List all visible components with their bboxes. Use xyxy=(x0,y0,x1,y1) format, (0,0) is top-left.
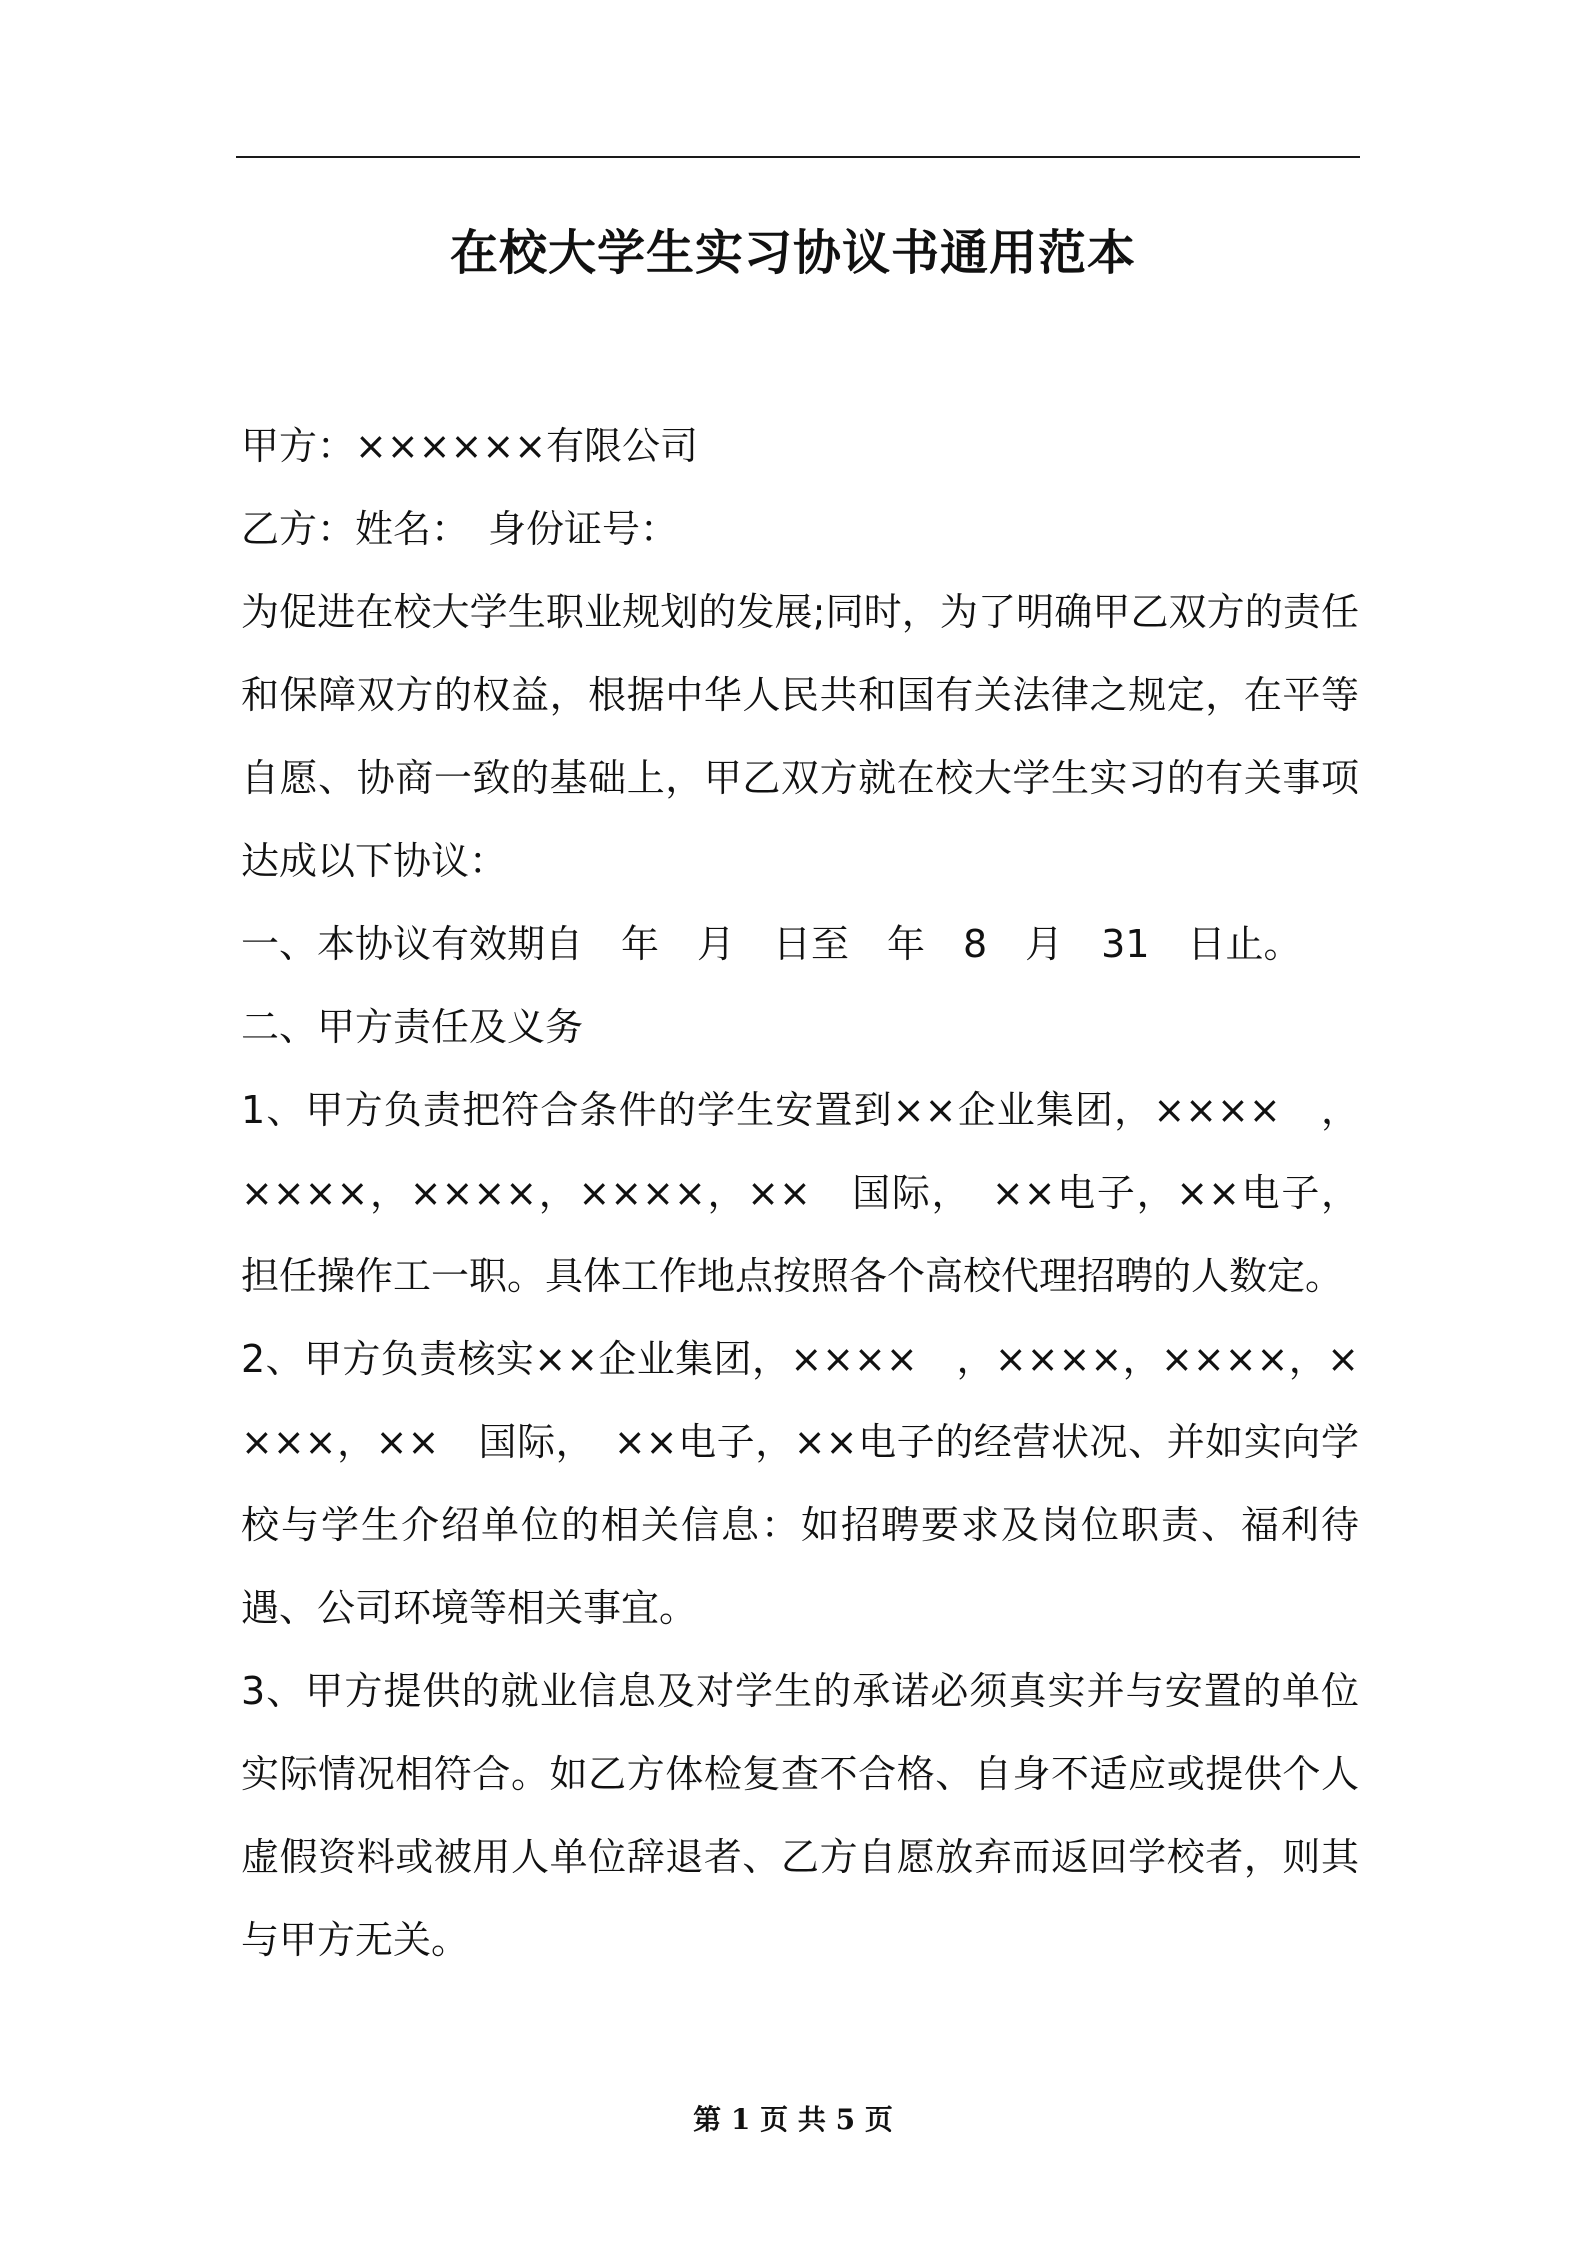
page-footer: 第 1 页 共 5 页 xyxy=(693,2103,893,2136)
preamble-paragraph: 为促进在校大学生职业规划的发展;同时，为了明确甲乙双方的责任和保障双方的权益，根据中华人民共和国有关法律之规定，在平等自愿、协商一致的基础上，甲乙双方就在校大学生实习的有关事项达成以下协议： xyxy=(241,590,1359,883)
clause-1-validity: 一、本协议有效期自 年 月 日至 年 8 月 31 日止。 xyxy=(241,922,1302,966)
header-rule xyxy=(236,156,1360,158)
document-title: 在校大学生实习协议书通用范本 xyxy=(449,225,1136,281)
clause-2-heading: 二、甲方责任及义务 xyxy=(241,1005,584,1049)
clause-2-item-3: 3、甲方提供的就业信息及对学生的承诺必须真实并与安置的单位实际情况相符合。如乙方体检复查不合格、自身不适应或提供个人虚假资料或被用人单位辞退者、乙方自愿放弃而返回学校者，则其与甲方无关。 xyxy=(241,1669,1359,1962)
party-b-line: 乙方：姓名： 身份证号： xyxy=(241,507,679,551)
party-a-line: 甲方：××××××有限公司 xyxy=(241,424,699,468)
clause-2-item-2: 2、甲方负责核实××企业集团，×××× ，××××，××××，××××，×× 国际， ××电子，××电子的经营状况、并如实向学校与学生介绍单位的相关信息：如招聘要求及岗位职责、福利待遇、公司环境等相关事宜。 xyxy=(241,1337,1359,1630)
document-body xyxy=(241,405,1359,1982)
clause-2-item-1: 1、甲方负责把符合条件的学生安置到××企业集团，×××× ，××××，××××，××××，×× 国际， ××电子，××电子，担任操作工一职。具体工作地点按照各个高校代理招聘的人数定。 xyxy=(241,1088,1359,1298)
